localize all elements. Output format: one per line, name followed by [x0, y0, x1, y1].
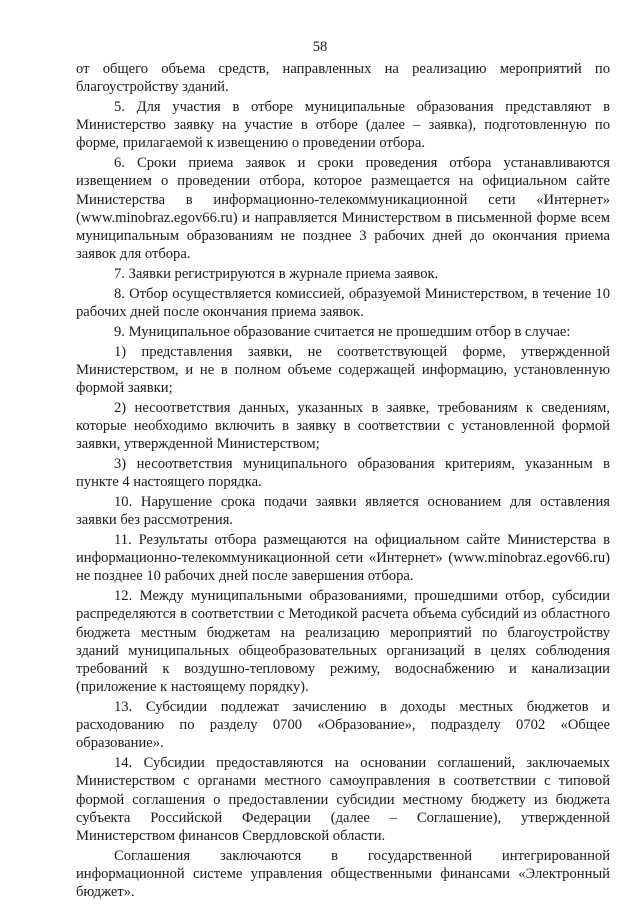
page-number: 58: [312, 39, 328, 55]
paragraph-item-8: 8. Отбор осуществляется комиссией, образуемой Министерством, в течение 10 рабочих дней после окончания приема заявок.: [76, 285, 610, 321]
paragraph-item-9-1: 1) представления заявки, не соответствующей форме, утвержденной Министерством, и не в полном объеме содержащей информацию, установленную формой заявки;: [76, 343, 610, 397]
paragraph-item-12: 12. Между муниципальными образованиями, прошедшими отбор, субсидии распределяются в соответствии с Методикой расчета объема субсидий из областного бюджета местным бюджетам на реализацию мероприятий по благоустройству зданий муниципальных общеобразовательных организаций в целях соблюдения требований к воздушно-тепловому режиму, водоснабжению и канализации (приложение к настоящему порядку).: [76, 588, 610, 696]
paragraph-item-13: 13. Субсидии подлежат зачислению в доходы местных бюджетов и расходованию по разделу 0700 «Образование», подразделу 0702 «Общее образование».: [76, 699, 610, 752]
paragraph-item-9-3: 3) несоответствия муниципального образования критериям, указанным в пункте 4 настоящего порядка.: [76, 456, 610, 491]
paragraph-item-9-2: 2) несоответствия данных, указанных в заявке, требованиям к сведениям, которые необходимо включить в заявку в соответствии с установленной формой заявки, утвержденной Министерством;: [76, 399, 610, 453]
paragraph-continuation: от общего объема средств, направленных на реализацию мероприятий по благоустройству зданий.: [76, 61, 610, 96]
paragraph-item-14: 14. Субсидии предоставляются на основании соглашений, заключаемых Министерством с органами местного самоуправления в соответствии с типовой формой соглашения о предоставлении субсидии местному бюджету из бюджета субъекта Российской Федерации (далее – Соглашение), утвержденной Министерством финансов Свердловской области.: [76, 755, 610, 845]
paragraph-item-7: 7. Заявки регистрируются в журнале приема заявок.: [114, 266, 439, 283]
paragraph-item-11: 11. Результаты отбора размещаются на официальном сайте Министерства в информационно-телекоммуникационной сети «Интернет» (www.minobraz.egov66.ru) не позднее 10 рабочих дней после завершения отбора.: [76, 532, 610, 585]
paragraph-agreements: Соглашения заключаются в государственной интегрированной информационной системе управления общественными финансами «Электронный бюджет».: [76, 847, 610, 901]
paragraph-item-10: 10. Нарушение срока подачи заявки является основанием для оставления заявки без рассмотрения.: [76, 494, 610, 529]
paragraph-item-5: 5. Для участия в отборе муниципальные образования представляют в Министерство заявку на участие в отборе (далее – заявка), подготовленную по форме, прилагаемой к извещению о проведении отбора.: [76, 99, 610, 152]
paragraph-item-6: 6. Сроки приема заявок и сроки проведения отбора устанавливаются извещением о проведении отбора, которое размещается на официальном сайте Министерства в информационно-телекоммуникационной сети «Интернет» (www.minobraz.egov66.ru) и направляется Министерством в письменной форме всем муниципальным образованиям не позднее 3 рабочих дней до окончания приема заявок для отбора.: [76, 155, 610, 263]
document-body: [76, 60, 610, 903]
paragraph-item-9: 9. Муниципальное образование считается не прошедшим отбор в случае:: [114, 323, 571, 340]
